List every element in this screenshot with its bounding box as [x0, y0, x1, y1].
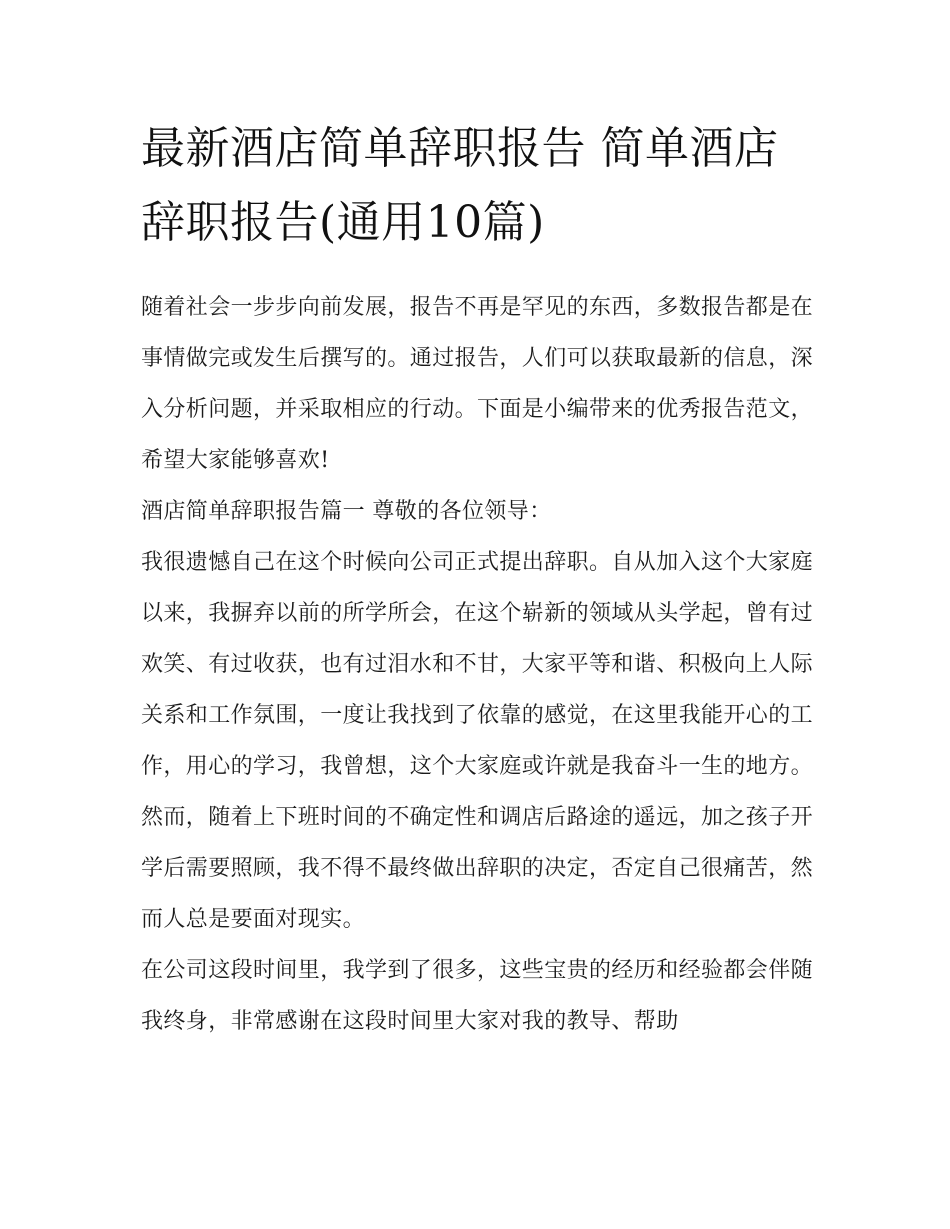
- document-title: 最新酒店简单辞职报告 简单酒店辞职报告(通用10篇): [141, 123, 779, 248]
- paragraph-intro: 随着社会一步步向前发展，报告不再是罕见的东西，多数报告都是在事情做完或发生后撰写的。通过报告，人们可以获取最新的信息，深入分析问题，并采取相应的行动。下面是小编带来的优秀报告范文，希望大家能够喜欢!: [141, 295, 814, 473]
- paragraph-section-heading: 酒店简单辞职报告篇一 尊敬的各位领导：: [141, 499, 552, 524]
- paragraph-body-3: 在公司这段时间里，我学到了很多，这些宝贵的经历和经验都会伴随我终身，非常感谢在这段时间里大家对我的教导、帮助: [141, 958, 814, 1034]
- paragraph-body-1: 我很遗憾自己在这个时候向公司正式提出辞职。自从加入这个大家庭以来，我摒弃以前的所学所会，在这个崭新的领域从头学起，曾有过欢笑、有过收获，也有过泪水和不甘，大家平等和谐、积极向上人际关系和工作氛围，一度让我找到了依靠的感觉，在这里我能开心的工作，用心的学习，我曾想，这个大家庭或许就是我奋斗一生的地方。: [141, 550, 814, 779]
- paragraph-body-2: 然而，随着上下班时间的不确定性和调店后路途的遥远，加之孩子开学后需要照顾，我不得不最终做出辞职的决定，否定自己很痛苦，然而人总是要面对现实。: [141, 805, 814, 932]
- document-body: [141, 112, 813, 1047]
